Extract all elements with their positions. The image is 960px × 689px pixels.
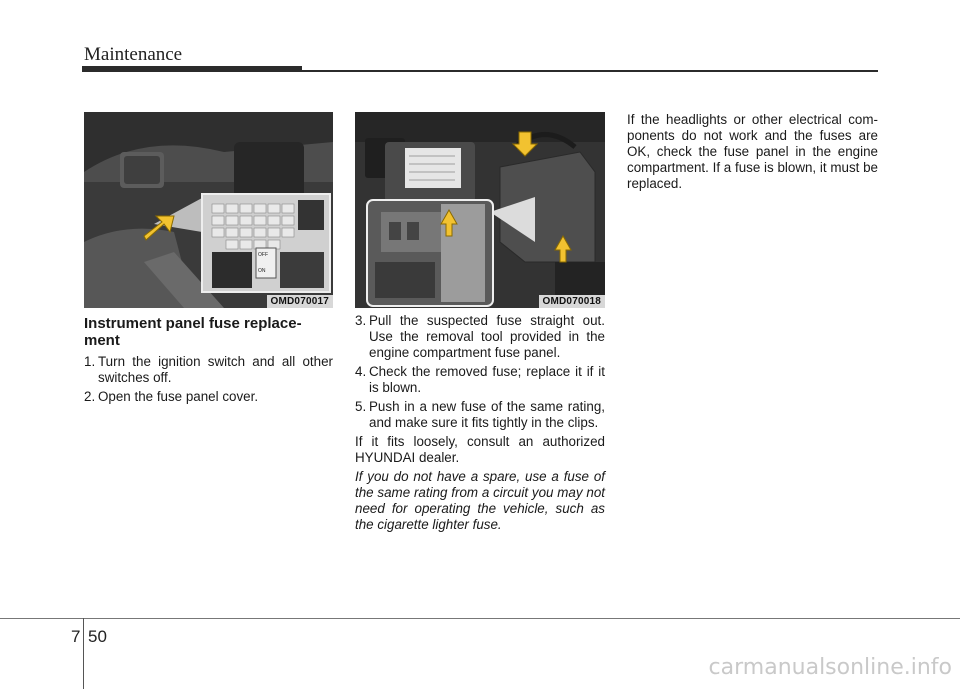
step-text: Push in a new fuse of the same rating, and make sure it fits tightly in the clips. [369,399,605,430]
step-text: Pull the suspected fuse straight out. Use the removal tool provided in the engine compartment fuse panel. [369,313,605,360]
step-number: 5. [355,399,367,414]
step-number: 3. [355,313,367,328]
step-number: 4. [355,364,367,379]
section-heading: Instrument panel fuse replace-ment [84,315,302,349]
list-item [84,389,333,405]
step-number: 1. [84,354,96,369]
header-rule [300,70,878,72]
column-2 [355,313,605,536]
step-text: Turn the ignition switch and all other switches off. [98,354,333,385]
figure-caption: OMD070017 [267,295,334,308]
page-number: 50 [88,627,107,646]
italic-note: If you do not have a spare, use a fuse of the same rating from a circuit you may not need for operating the vehicle, such as the cigarette lighter fuse. [355,469,605,532]
switch-label-off: OFF [258,252,268,258]
step-text: Open the fuse panel cover. [98,389,259,404]
instrument-panel-photo [84,112,333,308]
switch-label-on: ON [258,268,266,274]
figure-caption: OMD070018 [539,295,606,308]
column-1 [84,315,333,408]
step-number: 2. [84,389,96,404]
list-item [355,313,605,361]
footer-rule [0,618,960,619]
figure-engine-compartment [355,112,605,308]
list-item [355,399,605,431]
footer-divider [83,618,84,689]
header-bar [82,66,302,72]
section-title: Maintenance [84,44,183,65]
column-3 [627,112,878,195]
list-item [84,354,333,386]
engine-compartment-photo [355,112,605,308]
body-paragraph: If the headlights or other electrical com-ponents do not work and the fuses are OK, check the fuse panel in the engine compartment. If a fuse is blown, it must be replaced. [627,112,878,191]
list-item [355,364,605,396]
watermark: carmanualsonline.info [708,655,952,680]
figure-instrument-panel [84,112,333,308]
chapter-number: 7 [71,627,81,646]
body-paragraph: If it fits loosely, consult an authorized HYUNDAI dealer. [355,434,605,465]
step-text: Check the removed fuse; replace it if it is blown. [369,364,605,395]
